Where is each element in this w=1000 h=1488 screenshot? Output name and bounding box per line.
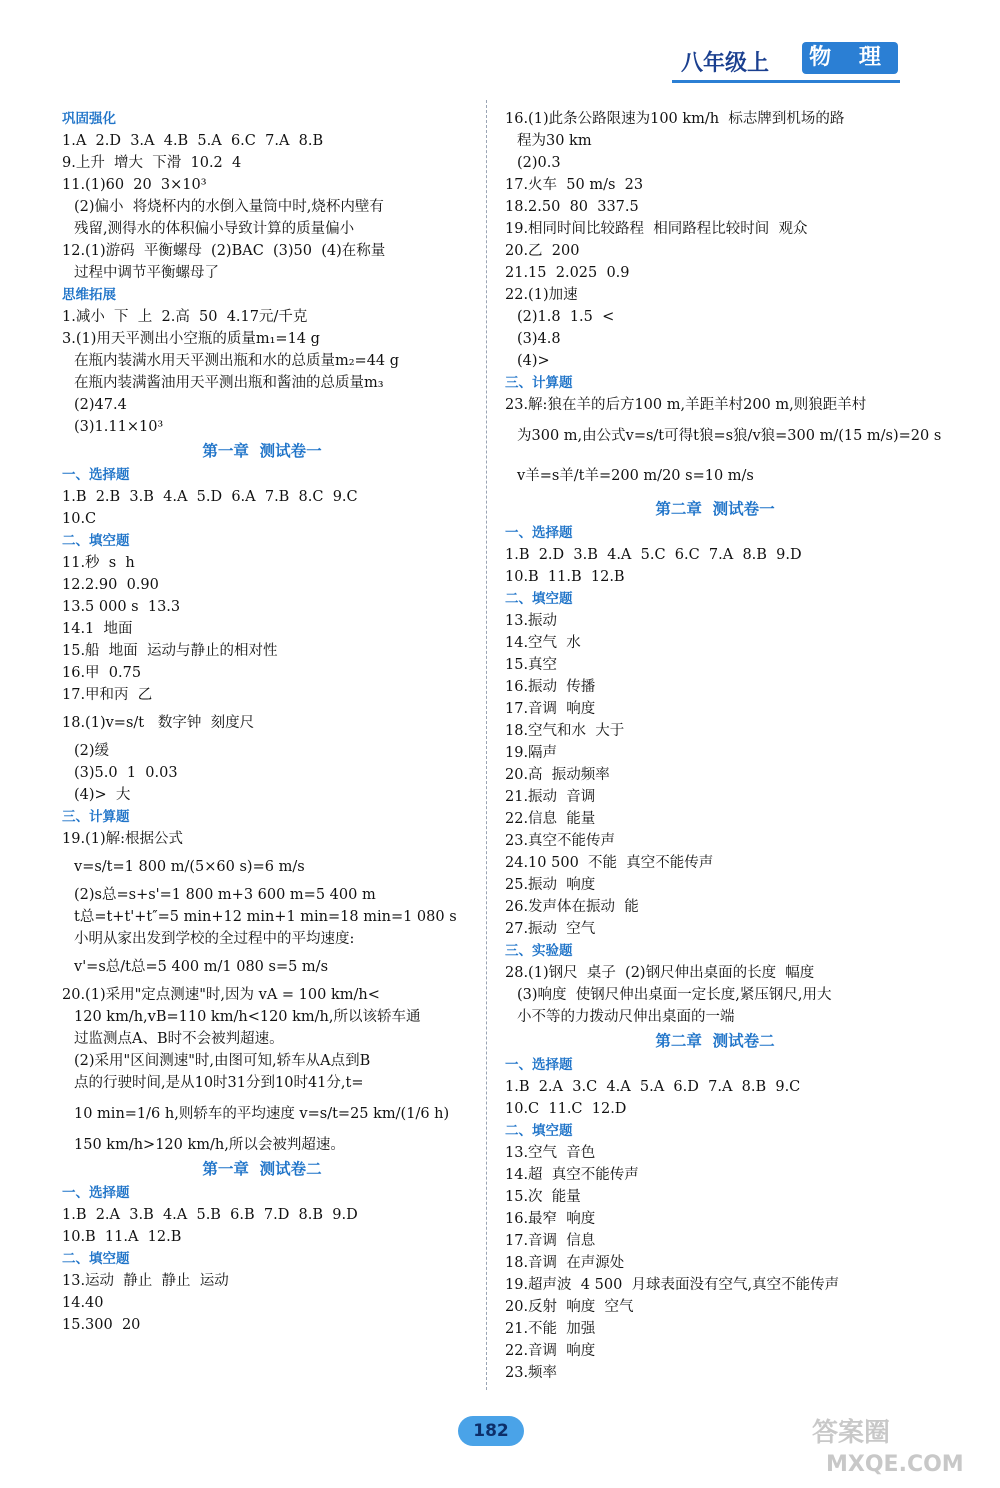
answer-line: (3)1.11×10³ [74,419,164,435]
answer-line: 程为30 km [517,133,592,149]
answer-line: 20.乙 200 [505,243,580,259]
answer-line: 14.40 [62,1295,104,1311]
answer-line: 16.(1)此条公路限速为100 km/h 标志牌到机场的路 [505,111,845,127]
answer-line: 28.(1)钢尺 桌子 (2)钢尺伸出桌面的长度 幅度 [505,965,815,981]
test-title: 第二章 测试卷二 [655,1032,775,1050]
section-heading: 一、选择题 [505,525,573,541]
answer-line: (3)5.0 1 0.03 [74,765,178,781]
answer-line: 15.真空 [505,657,558,673]
watermark-logo: 答案圈 [812,1418,891,1448]
answer-line: 16.最窄 响度 [505,1211,596,1227]
answer-line: v'=s总/t总=5 400 m/1 080 s=5 m/s [74,959,329,975]
answer-line: 13.振动 [505,613,558,629]
subject-tab: 物 理 [802,42,898,74]
section-heading: 三、计算题 [505,375,573,391]
answer-line: (3)响度 使钢尺伸出桌面一定长度,紧压钢尺,用大 [517,987,832,1003]
answer-line: 11.(1)60 20 3×10³ [62,177,207,193]
answer-line: v=s/t=1 800 m/(5×60 s)=6 m/s [74,859,305,875]
page-number-badge: 182 [458,1416,524,1446]
answer-line: 点的行驶时间,是从10时31分到10时41分,t= [74,1075,364,1091]
answer-line: 20.反射 响度 空气 [505,1299,634,1315]
answer-line: 14.空气 水 [505,635,581,651]
answer-line: 为300 m,由公式v=s/t可得t狼=s狼/v狼=300 m/(15 m/s)=20 s [517,428,942,444]
answer-line: 13.5 000 s 13.3 [62,599,181,615]
section-heading: 二、填空题 [62,533,130,549]
answer-line: 10.B 11.B 12.B [505,569,625,585]
answer-line: 1.B 2.B 3.B 4.A 5.D 6.A 7.B 8.C 9.C [62,489,358,505]
test-title: 第一章 测试卷一 [202,442,322,460]
answer-line: 3.(1)用天平测出小空瓶的质量m₁=14 g [62,331,320,347]
answer-line: 17.音调 响度 [505,701,596,717]
answer-line: 14.超 真空不能传声 [505,1167,639,1183]
answer-line: 12.2.90 0.90 [62,577,159,593]
answer-line: (2)47.4 [74,397,127,413]
answer-line: 19.超声波 4 500 月球表面没有空气,真空不能传声 [505,1277,840,1293]
section-heading: 二、填空题 [62,1251,130,1267]
answer-line: (2)s总=s+s'=1 800 m+3 600 m=5 400 m [74,887,376,903]
answer-line: 16.甲 0.75 [62,665,142,681]
answer-line: 1.A 2.D 3.A 4.B 5.A 6.C 7.A 8.B [62,133,324,149]
answer-line: 11.秒 s h [62,555,135,571]
answer-line: 1.B 2.A 3.C 4.A 5.A 6.D 7.A 8.B 9.C [505,1079,801,1095]
answer-line: (3)4.8 [517,331,561,347]
answer-line: 22.信息 能量 [505,811,596,827]
answer-line: 21.不能 加强 [505,1321,596,1337]
answer-line: 20.(1)采用"定点测速"时,因为 vA = 100 km/h< [62,987,380,1003]
answer-line: 17.音调 信息 [505,1233,596,1249]
answer-line: t总=t+t'+t″=5 min+12 min+1 min=18 min=1 080 s [74,909,457,925]
answer-line: 15.300 20 [62,1317,141,1333]
answer-line: (4)> 大 [74,787,131,803]
answer-line: (2)1.8 1.5 < [517,309,615,325]
answer-line: 10.C [62,511,97,527]
answer-line: 19.(1)解:根据公式 [62,831,183,847]
answer-line: 23.解:狼在羊的后方100 m,羊距羊村200 m,则狼距羊村 [505,397,867,413]
answer-line: 18.空气和水 大于 [505,723,625,739]
answer-line: (4)> [517,353,550,369]
answer-line: 15.次 能量 [505,1189,581,1205]
answer-line: 17.甲和丙 乙 [62,687,153,703]
answer-line: 20.高 振动频率 [505,767,610,783]
answer-line: (2)偏小 将烧杯内的水倒入量筒中时,烧杯内壁有 [74,199,384,215]
right-column [505,108,942,1384]
answer-line: 17.火车 50 m/s 23 [505,177,644,193]
answer-line: 18.音调 在声源处 [505,1255,625,1271]
answer-line: 1.减小 下 上 2.高 50 4.17元/千克 [62,309,308,325]
answer-line: 13.运动 静止 静止 运动 [62,1273,229,1289]
answer-line: 25.振动 响度 [505,877,596,893]
section-heading: 三、实验题 [505,943,573,959]
test-title: 第一章 测试卷二 [202,1160,322,1178]
answer-line: 1.B 2.A 3.B 4.A 5.B 6.B 7.D 8.B 9.D [62,1207,358,1223]
answer-line: 10 min=1/6 h,则轿车的平均速度 v=s/t=25 km/(1/6 h) [74,1106,450,1122]
column-divider [486,100,487,1390]
section-heading: 三、计算题 [62,809,130,825]
answer-line: 120 km/h,vB=110 km/h<120 km/h,所以该轿车通 [74,1009,421,1025]
watermark-url: MXQE.COM [826,1452,964,1477]
section-heading: 一、选择题 [62,1185,130,1201]
test-title: 第二章 测试卷一 [655,500,775,518]
answer-line: 19.相同时间比较路程 相同路程比较时间 观众 [505,221,808,237]
answer-line: 23.真空不能传声 [505,833,616,849]
answer-line: (2)0.3 [517,155,561,171]
answer-line: 小不等的力拨动尺伸出桌面的一端 [517,1009,735,1025]
answer-line: 9.上升 增大 下滑 10.2 4 [62,155,242,171]
answer-line: 22.音调 响度 [505,1343,596,1359]
section-heading: 巩固强化 [62,111,116,127]
answer-line: 16.振动 传播 [505,679,596,695]
answer-line: (2)缓 [74,743,110,759]
answer-line: 过程中调节平衡螺母了 [74,265,219,281]
answer-line: 24.10 500 不能 真空不能传声 [505,855,714,871]
answer-line: 21.振动 音调 [505,789,596,805]
answer-line: 23.频率 [505,1365,558,1381]
answer-line: 残留,测得水的体积偏小导致计算的质量偏小 [74,221,355,237]
grade-label: 八年级上 [681,51,770,76]
answer-line: 1.B 2.D 3.B 4.A 5.C 6.C 7.A 8.B 9.D [505,547,802,563]
section-heading: 一、选择题 [62,467,130,483]
answer-line: (2)采用"区间测速"时,由图可知,轿车从A点到B [74,1053,371,1069]
section-heading: 思维拓展 [62,287,116,303]
answer-line: 在瓶内装满酱油用天平测出瓶和酱油的总质量m₃ [74,375,384,391]
answer-line: 27.振动 空气 [505,921,596,937]
answer-line: 21.15 2.025 0.9 [505,265,630,281]
answer-line: 19.隔声 [505,745,558,761]
answer-line: 12.(1)游码 平衡螺母 (2)BAC (3)50 (4)在称量 [62,243,386,259]
answer-line: 在瓶内装满水用天平测出瓶和水的总质量m₂=44 g [74,353,400,369]
section-heading: 二、填空题 [505,591,573,607]
answer-line: 10.B 11.A 12.B [62,1229,182,1245]
section-heading: 一、选择题 [505,1057,573,1073]
answer-line: 小明从家出发到学校的全过程中的平均速度: [74,931,355,947]
answer-line: 过监测点A、B时不会被判超速。 [74,1031,284,1047]
answer-line: 18.2.50 80 337.5 [505,199,639,215]
header-rule [672,80,900,83]
answer-line: 15.船 地面 运动与静止的相对性 [62,643,278,659]
section-heading: 二、填空题 [505,1123,573,1139]
page-header [0,40,1000,90]
answer-line: 22.(1)加速 [505,287,578,303]
answer-line: 14.1 地面 [62,621,133,637]
answer-line: 150 km/h>120 km/h,所以会被判超速。 [74,1137,345,1153]
answer-line: 10.C 11.C 12.D [505,1101,627,1117]
answer-line: 26.发声体在振动 能 [505,899,639,915]
answer-line: v羊=s羊/t羊=200 m/20 s=10 m/s [517,468,754,484]
answer-line: 13.空气 音色 [505,1145,596,1161]
answer-line: 18.(1)v=s/t 数字钟 刻度尺 [62,715,255,731]
left-column [62,108,462,1336]
